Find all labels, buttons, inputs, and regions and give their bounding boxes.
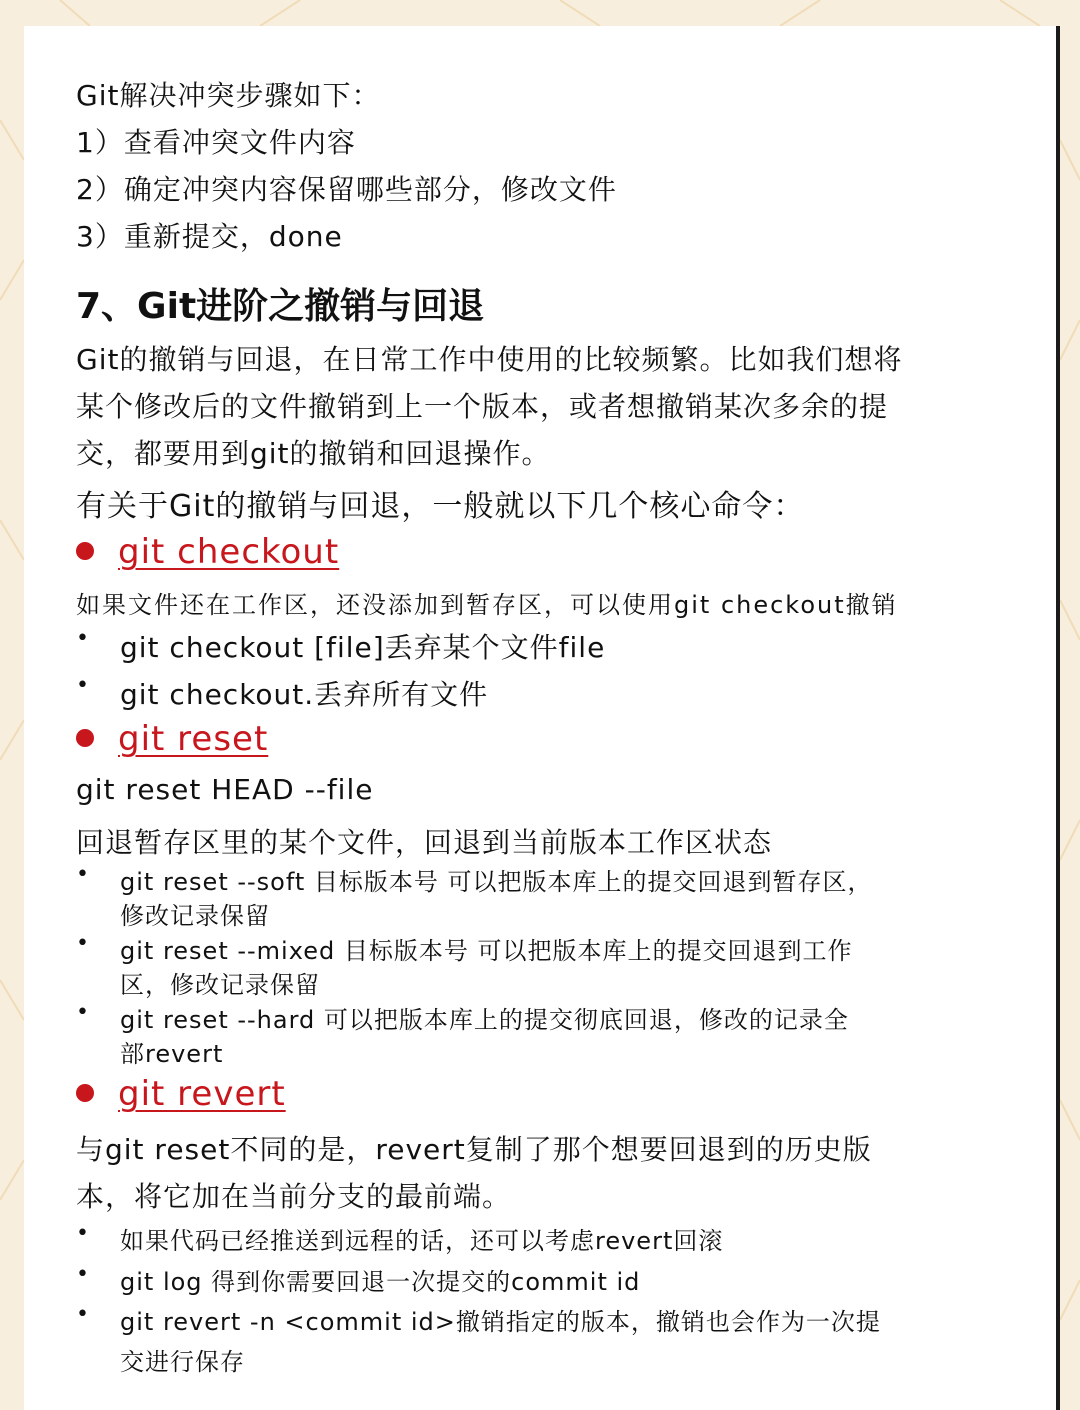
checkout-item-2: git checkout.丢弃所有文件 bbox=[120, 678, 489, 711]
reset-title: git reset bbox=[118, 719, 269, 759]
reset-item-3-line-1: git reset --hard 可以把版本库上的提交彻底回退，修改的记录全 bbox=[120, 1006, 849, 1034]
red-bullet-icon bbox=[76, 729, 94, 747]
reset-item-3-line-2: 部revert bbox=[120, 1040, 224, 1068]
revert-heading bbox=[76, 1074, 286, 1114]
reset-item-2-line-1: git reset --mixed 目标版本号 可以把版本库上的提交回退到工作 bbox=[120, 937, 853, 965]
bullet-dot-icon: • bbox=[76, 626, 89, 651]
section-para-line-3: 交，都要用到git的撤销和回退操作。 bbox=[76, 437, 551, 470]
intro-step-2: 2）确定冲突内容保留哪些部分，修改文件 bbox=[76, 173, 617, 206]
reset-desc: 回退暂存区里的某个文件，回退到当前版本工作区状态 bbox=[76, 826, 773, 859]
section-heading: 7、Git进阶之撤销与回退 bbox=[76, 286, 485, 327]
reset-cmd: git reset HEAD --file bbox=[76, 773, 374, 806]
reset-heading bbox=[76, 719, 268, 759]
intro-step-3: 3）重新提交，done bbox=[76, 220, 343, 253]
bullet-dot-icon: • bbox=[76, 862, 89, 887]
intro-step-1: 1）查看冲突文件内容 bbox=[76, 126, 356, 159]
section-para-line-2: 某个修改后的文件撤销到上一个版本，或者想撤销某次多余的提 bbox=[76, 390, 889, 423]
bullet-dot-icon: • bbox=[76, 1262, 89, 1287]
red-bullet-icon bbox=[76, 1084, 94, 1102]
revert-item-1: 如果代码已经推送到远程的话，还可以考虑revert回滚 bbox=[120, 1227, 724, 1255]
reset-item-2-line-2: 区，修改记录保留 bbox=[120, 971, 320, 999]
red-bullet-icon bbox=[76, 542, 94, 560]
intro-title: Git解决冲突步骤如下： bbox=[76, 79, 381, 112]
reset-item-1-line-1: git reset --soft 目标版本号 可以把版本库上的提交回退到暂存区， bbox=[120, 868, 873, 896]
checkout-heading bbox=[76, 532, 339, 572]
section-summary: 有关于Git的撤销与回退，一般就以下几个核心命令： bbox=[76, 489, 805, 524]
checkout-title: git checkout bbox=[118, 532, 340, 572]
revert-desc-line-2: 本，将它加在当前分支的最前端。 bbox=[76, 1180, 512, 1213]
bullet-dot-icon: • bbox=[76, 1302, 89, 1327]
revert-item-3-line-1: git revert -n <commit id>撤销指定的版本，撤销也会作为一次提 bbox=[120, 1308, 881, 1336]
checkout-desc: 如果文件还在工作区，还没添加到暂存区，可以使用git checkout撤销 bbox=[76, 591, 898, 619]
checkout-item-1: git checkout [file]丢弃某个文件file bbox=[120, 631, 606, 664]
reset-item-1-line-2: 修改记录保留 bbox=[120, 902, 270, 930]
revert-title: git revert bbox=[118, 1074, 286, 1114]
document-page bbox=[24, 26, 1056, 1410]
bullet-dot-icon: • bbox=[76, 1000, 89, 1025]
bullet-dot-icon: • bbox=[76, 1221, 89, 1246]
section-para-line-1: Git的撤销与回退，在日常工作中使用的比较频繁。比如我们想将 bbox=[76, 343, 903, 376]
revert-desc-line-1: 与git reset不同的是，revert复制了那个想要回退到的历史版 bbox=[76, 1133, 872, 1166]
revert-item-3-line-2: 交进行保存 bbox=[120, 1348, 245, 1376]
revert-item-2: git log 得到你需要回退一次提交的commit id bbox=[120, 1268, 641, 1296]
bullet-dot-icon: • bbox=[76, 673, 89, 698]
bullet-dot-icon: • bbox=[76, 931, 89, 956]
